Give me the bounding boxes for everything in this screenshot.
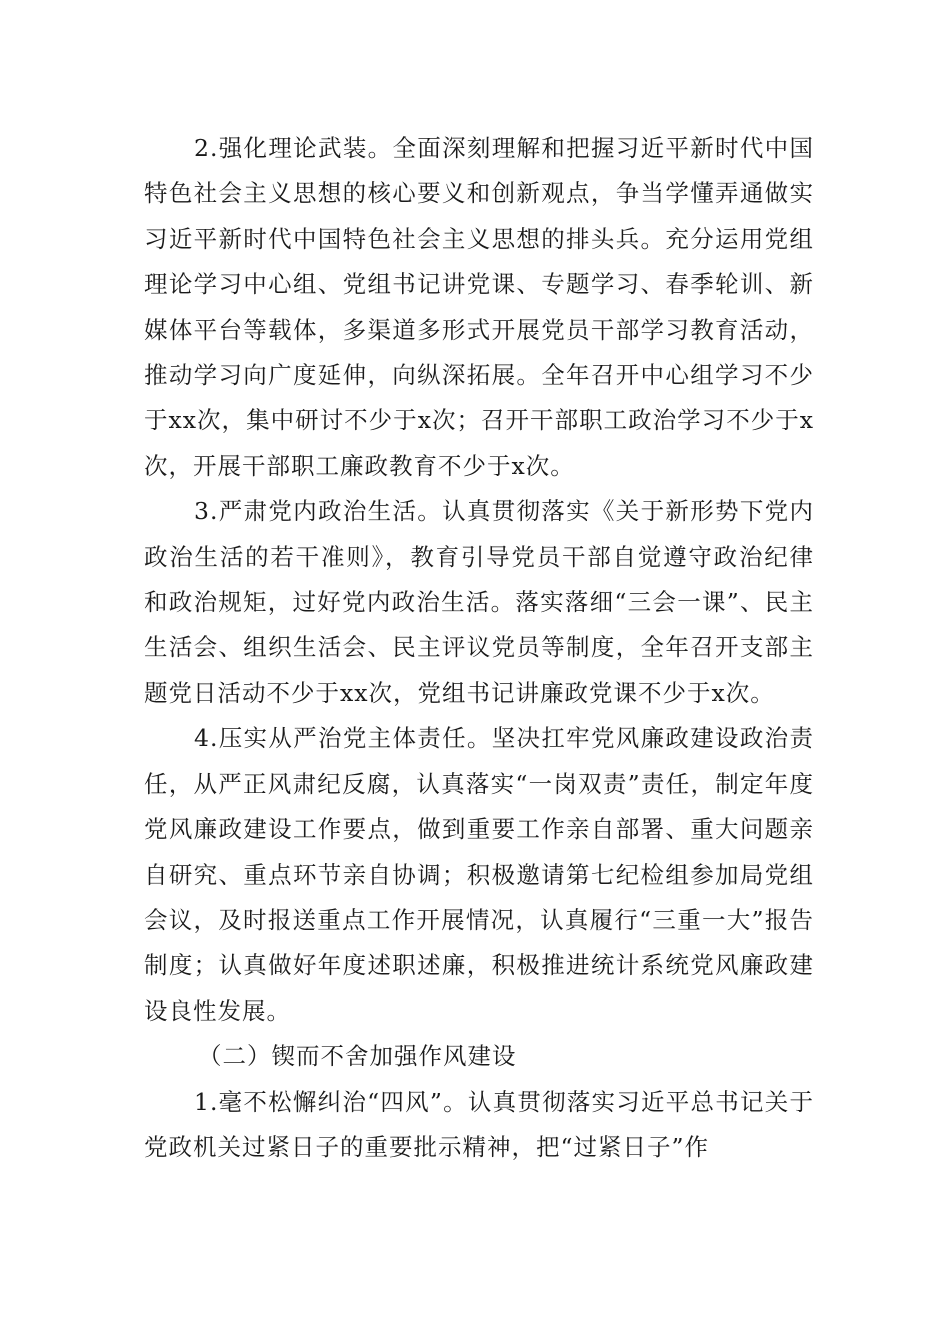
paragraph-four-winds: 1.毫不松懈纠治“四风”。认真贯彻落实习近平总书记关于党政机关过紧日子的重要批示精神，把“过紧日子”作 <box>144 1087 814 1161</box>
paragraph-party-responsibility: 4.压实从严治党主体责任。坚决扛牢党风廉政建设政治责任，从严正风肃纪反腐，认真落实“一岗双责”责任，制定年度党风廉政建设工作要点，做到重要工作亲自部署、重大问题亲自研究、重点环节亲自协调；积极邀请第七纪检组参加局党组会议，及时报送重点工作开展情况，认真履行“三重一大”报告制度；认真做好年度述职述廉，积极推进统计系统党风廉政建设良性发展。 <box>144 724 814 1025</box>
paragraph-party-political-life: 3.严肃党内政治生活。认真贯彻落实《关于新形势下党内政治生活的若干准则》，教育引导党员干部自觉遵守政治纪律和政治规矩，过好党内政治生活。落实落细“三会一课”、民主生活会、组织生活会、民主评议党员等制度，全年召开支部主题党日活动不少于xx次，党组书记讲廉政党课不少于x次。 <box>144 497 814 707</box>
paragraph-strengthen-theory: 2.强化理论武装。全面深刻理解和把握习近平新时代中国特色社会主义思想的核心要义和创新观点，争当学懂弄通做实习近平新时代中国特色社会主义思想的排头兵。充分运用党组理论学习中心组、党组书记讲党课、专题学习、春季轮训、新媒体平台等载体，多渠道多形式开展党员干部学习教育活动，推动学习向广度延伸，向纵深拓展。全年召开中心组学习不少于xx次，集中研讨不少于x次；召开干部职工政治学习不少于x次，开展干部职工廉政教育不少于x次。 <box>144 134 814 480</box>
section-heading-work-style: （二）锲而不舍加强作风建设 <box>198 1042 517 1071</box>
document-body <box>144 126 814 1170</box>
